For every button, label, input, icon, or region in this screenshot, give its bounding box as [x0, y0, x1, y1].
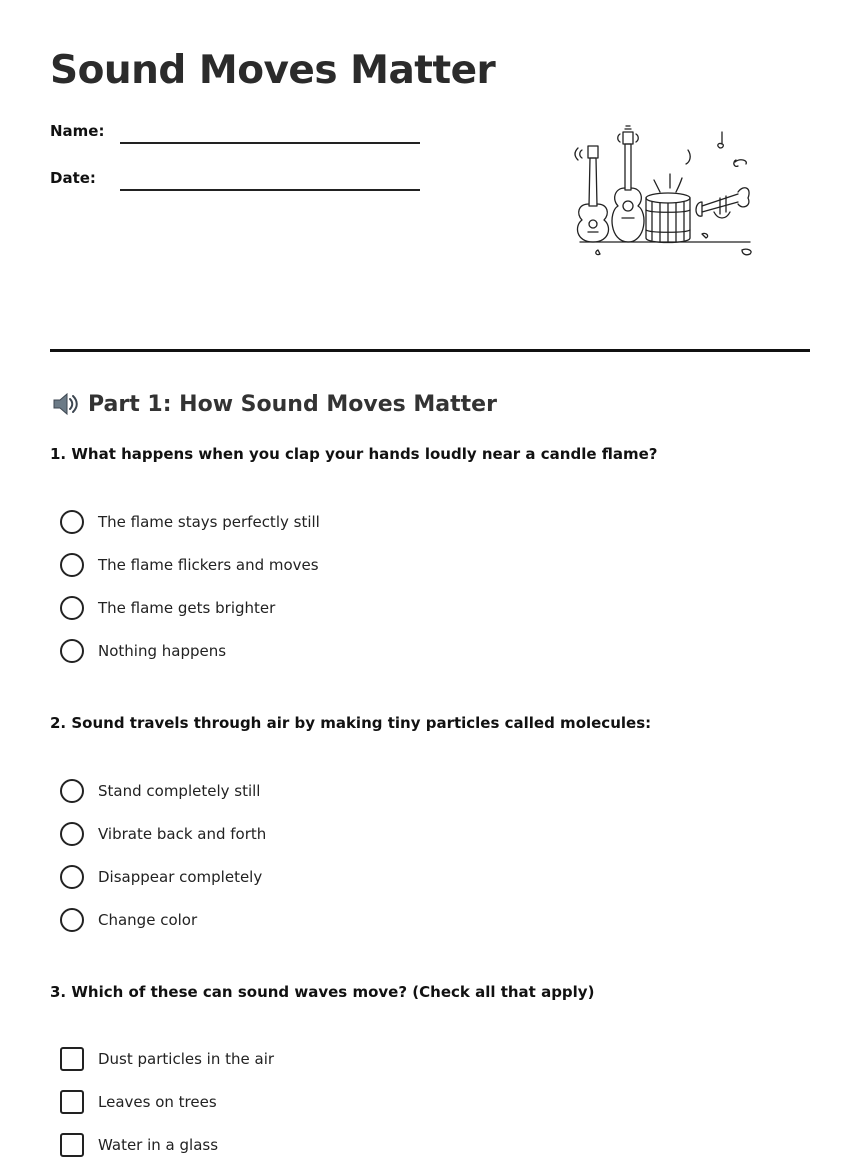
musical-instruments-illustration: [570, 118, 765, 263]
question-1: 1. What happens when you clap your hands loudly near a candle flame?: [50, 445, 658, 463]
q2-option-4[interactable]: [60, 907, 197, 933]
option-label: Vibrate back and forth: [98, 825, 267, 843]
option-label: The flame stays perfectly still: [98, 513, 320, 531]
question-3: 3. Which of these can sound waves move? (Check all that apply): [50, 983, 595, 1001]
radio-button[interactable]: [60, 779, 84, 803]
option-label: Leaves on trees: [98, 1093, 217, 1111]
radio-button[interactable]: [60, 639, 84, 663]
radio-button[interactable]: [60, 908, 84, 932]
name-field-row: [50, 122, 420, 144]
q2-option-2[interactable]: [60, 821, 266, 847]
option-label: Stand completely still: [98, 782, 261, 800]
radio-button[interactable]: [60, 510, 84, 534]
q3-option-1[interactable]: [60, 1046, 274, 1072]
checkbox[interactable]: [60, 1090, 84, 1114]
section-heading: [50, 389, 497, 419]
q2-option-1[interactable]: [60, 778, 260, 804]
option-label: Change color: [98, 911, 198, 929]
name-input-line[interactable]: [120, 142, 420, 144]
checkbox[interactable]: [60, 1047, 84, 1071]
section-divider: [50, 349, 810, 352]
date-input-line[interactable]: [120, 189, 420, 191]
q1-option-1[interactable]: [60, 509, 320, 535]
date-field-row: [50, 169, 420, 191]
speaker-icon: [50, 389, 80, 419]
checkbox[interactable]: [60, 1133, 84, 1157]
radio-button[interactable]: [60, 596, 84, 620]
page-title: Sound Moves Matter: [50, 48, 496, 93]
question-2: 2. Sound travels through air by making tiny particles called molecules:: [50, 714, 652, 732]
option-label: The flame gets brighter: [98, 599, 276, 617]
option-label: The flame flickers and moves: [98, 556, 319, 574]
q3-option-2[interactable]: [60, 1089, 217, 1115]
radio-button[interactable]: [60, 553, 84, 577]
option-label: Water in a glass: [98, 1136, 219, 1154]
radio-button[interactable]: [60, 865, 84, 889]
radio-button[interactable]: [60, 822, 84, 846]
option-label: Disappear completely: [98, 868, 263, 886]
option-label: Dust particles in the air: [98, 1050, 275, 1068]
section-title: Part 1: How Sound Moves Matter: [88, 391, 497, 417]
name-label: Name:: [50, 122, 105, 140]
q1-option-4[interactable]: [60, 638, 226, 664]
q3-option-3[interactable]: [60, 1132, 218, 1158]
q1-option-2[interactable]: [60, 552, 319, 578]
q1-option-3[interactable]: [60, 595, 275, 621]
option-label: Nothing happens: [98, 642, 227, 660]
date-label: Date:: [50, 169, 96, 187]
q2-option-3[interactable]: [60, 864, 262, 890]
